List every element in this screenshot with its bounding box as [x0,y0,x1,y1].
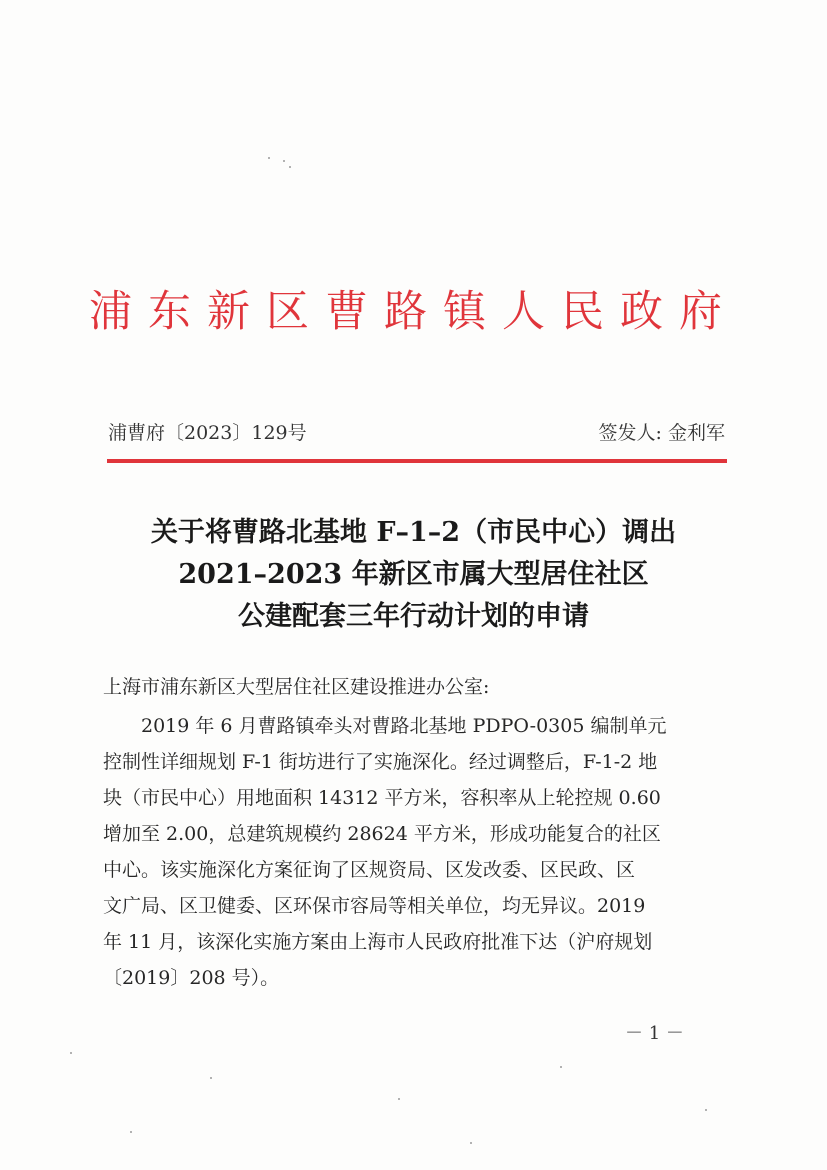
issuer-masthead: 浦东新区曹路镇人民政府 [89,287,738,337]
scan-speck [268,157,270,159]
title-line: 公建配套三年行动计划的申请 [238,601,589,632]
salutation: 上海市浦东新区大型居住社区建设推进办公室: [103,676,490,698]
body-line: 〔2019〕208 号）。 [103,967,280,989]
scan-speck [398,1098,400,1100]
body-paragraph [103,708,723,996]
scan-speck [70,1052,72,1054]
document-title [60,512,767,638]
scan-speck [289,166,291,168]
red-divider-line [107,459,727,463]
title-line: 关于将曹路北基地 F–1–2（市民中心）调出 [150,517,677,548]
body-line: 控制性详细规划 F-1 街坊进行了实施深化。经过调整后，F-1-2 地 [103,751,658,773]
signer-label: 签发人: 金利军 [598,422,725,444]
body-line: 年 11 月，该深化实施方案由上海市人民政府批准下达（沪府规划 [103,931,653,953]
page-number: － 1 － [625,1023,684,1044]
body-line: 中心。该实施深化方案征询了区规资局、区发改委、区民政、区 [103,859,636,881]
title-line: 2021–2023 年新区市属大型居住社区 [178,559,649,590]
scan-speck [560,1066,562,1068]
body-line: 2019 年 6 月曹路镇牵头对曹路北基地 PDPO-0305 编制单元 [103,715,667,737]
scan-speck [130,1131,132,1133]
body-line: 文广局、区卫健委、区环保市容局等相关单位，均无异议。2019 [103,895,646,917]
scan-speck [470,1142,472,1144]
scan-speck [705,1109,707,1111]
body-line: 块（市民中心）用地面积 14312 平方米，容积率从上轮控规 0.60 [103,787,661,809]
scan-speck [210,1077,212,1079]
body-line: 增加至 2.00，总建筑规模约 28624 平方米，形成功能复合的社区 [103,823,661,845]
document-number: 浦曹府〔2023〕129号 [108,422,307,444]
scan-speck [283,160,285,162]
